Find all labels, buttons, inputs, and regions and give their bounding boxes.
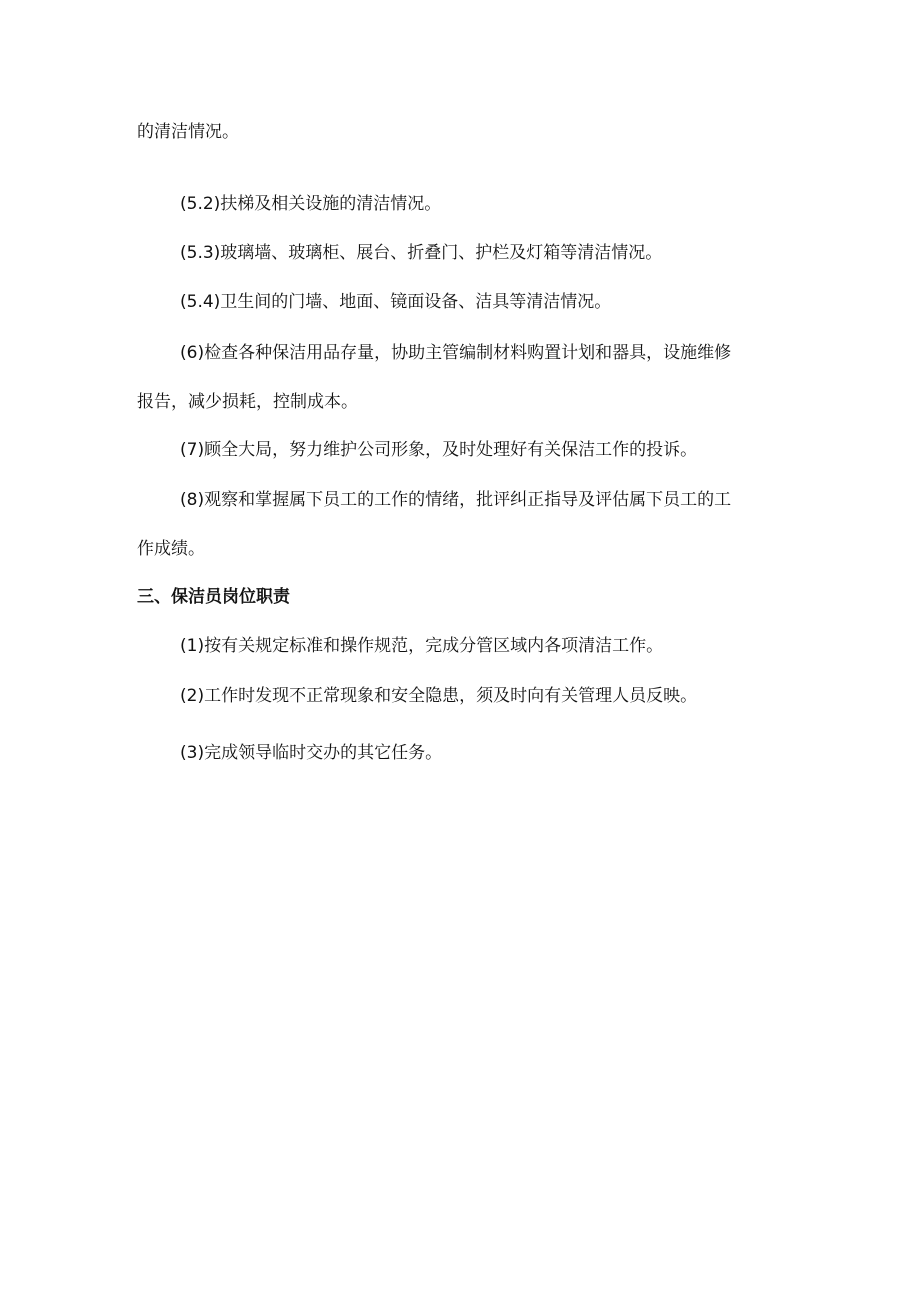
item-5-4: (5.4)卫生间的门墙、地面、镜面设备、洁具等清洁情况。 xyxy=(180,292,612,312)
continuation-text: 的清洁情况。 xyxy=(137,122,239,142)
section-3-item-2: (2)工作时发现不正常现象和安全隐患，须及时向有关管理人员反映。 xyxy=(180,686,698,706)
item-7: (7)顾全大局，努力维护公司形象，及时处理好有关保洁工作的投诉。 xyxy=(180,440,698,460)
section-3-heading: 三、保洁员岗位职责 xyxy=(137,587,290,607)
item-5-3: (5.3)玻璃墙、玻璃柜、展台、折叠门、护栏及灯箱等清洁情况。 xyxy=(180,243,663,263)
item-6-line-2: 报告，减少损耗，控制成本。 xyxy=(137,392,358,412)
item-6-line-1: (6)检查各种保洁用品存量，协助主管编制材料购置计划和器具，设施维修 xyxy=(180,343,732,363)
item-8-line-1: (8)观察和掌握属下员工的工作的情绪，批评纠正指导及评估属下员工的工 xyxy=(180,490,732,510)
section-3-item-3: (3)完成领导临时交办的其它任务。 xyxy=(180,743,443,763)
item-5-2: (5.2)扶梯及相关设施的清洁情况。 xyxy=(180,194,442,214)
item-8-line-2: 作成绩。 xyxy=(137,539,205,559)
section-3-item-1: (1)按有关规定标准和操作规范，完成分管区域内各项清洁工作。 xyxy=(180,636,664,656)
